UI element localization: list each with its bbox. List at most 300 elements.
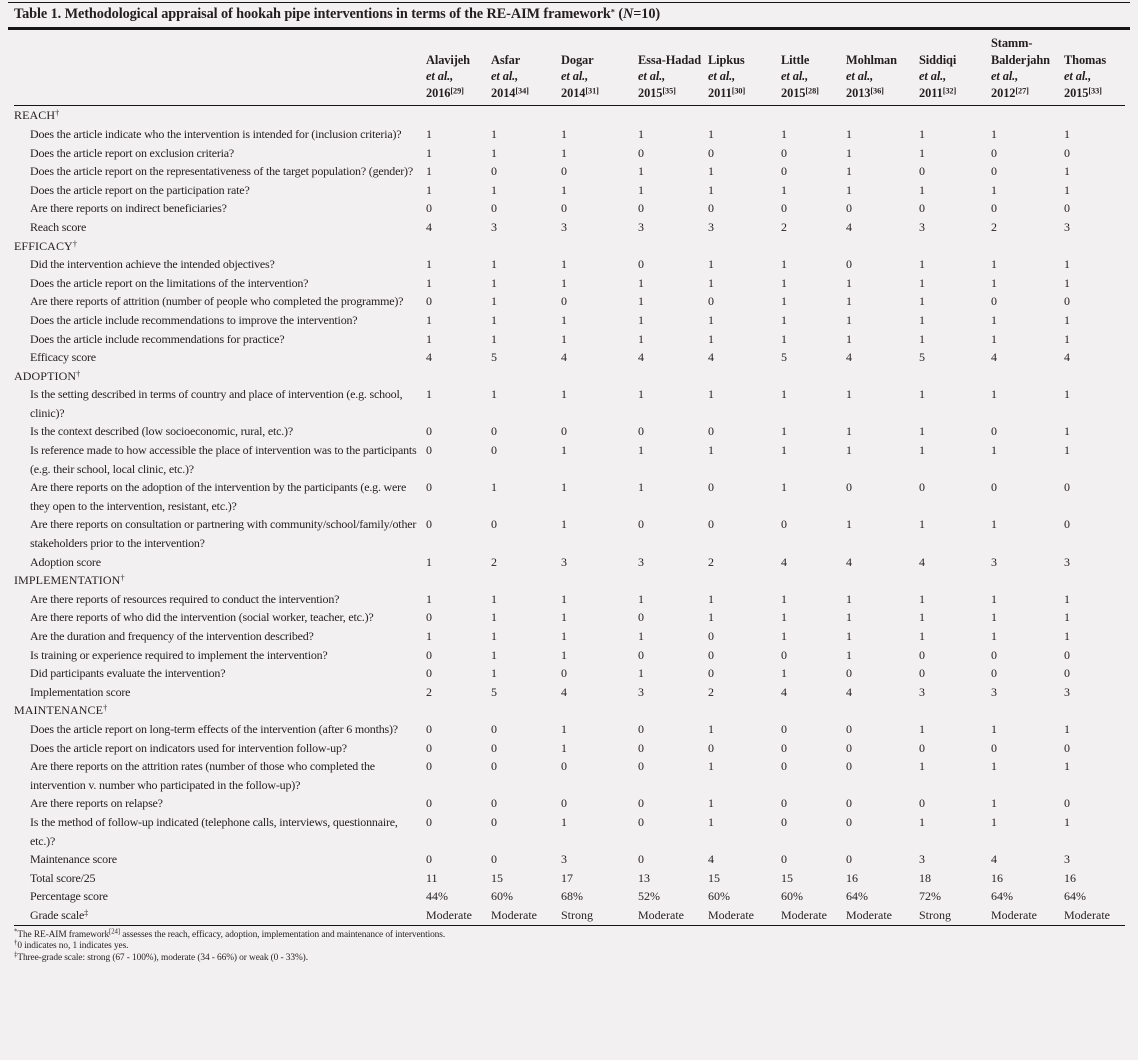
score-cell: 0 bbox=[991, 164, 997, 179]
score-cell: 1 bbox=[491, 312, 497, 327]
score-cell: 5 bbox=[491, 684, 497, 699]
score-cell: 1 bbox=[919, 257, 925, 272]
score-cell: 1 bbox=[846, 164, 852, 179]
criterion-question: Is training or experience required to implement the intervention? bbox=[30, 647, 328, 662]
criterion-row bbox=[14, 255, 1125, 274]
footnote: *The RE-AIM framework[24] assesses the reach, efficacy, adoption, implementation and maintenance of interventions. bbox=[14, 928, 446, 940]
score-cell: 60% bbox=[708, 889, 730, 904]
criterion-question: Are there reports of resources required to conduct the intervention? bbox=[30, 591, 340, 606]
score-cell: 3 bbox=[491, 219, 497, 234]
score-cell: 1 bbox=[1064, 275, 1070, 290]
score-cell: 0 bbox=[426, 814, 432, 829]
criterion-question: Is the context described (low socioeconomic, rural, etc.)? bbox=[30, 424, 293, 439]
score-cell: 0 bbox=[638, 257, 644, 272]
score-cell: 1 bbox=[426, 312, 432, 327]
score-cell: 0 bbox=[1064, 294, 1070, 309]
score-cell: 0 bbox=[638, 517, 644, 532]
score-cell: 1 bbox=[1064, 126, 1070, 141]
study-column-header bbox=[919, 30, 991, 106]
score-cell: 1 bbox=[919, 275, 925, 290]
study-year: 2011[32] bbox=[919, 85, 957, 100]
reference-number: [24] bbox=[109, 928, 120, 936]
criterion-row bbox=[14, 757, 1125, 794]
score-cell: Strong bbox=[919, 906, 991, 925]
score-cell: 0 bbox=[781, 164, 787, 179]
score-cell: 1 bbox=[561, 721, 567, 736]
score-cell: 1 bbox=[1064, 182, 1070, 197]
criterion-question: Are there reports on consultation or partnering with community/school/family/other stakeholders prior to the intervention? bbox=[30, 517, 417, 551]
score-cell: 1 bbox=[708, 257, 714, 272]
criterion-question: Does the article report on indicators used for intervention follow-up? bbox=[30, 740, 347, 755]
score-cell: 0 bbox=[1064, 201, 1070, 216]
table-title-n: N bbox=[623, 6, 634, 22]
section-label: ADOPTION† bbox=[14, 368, 81, 383]
score-cell: 0 bbox=[919, 666, 925, 681]
score-cell: 1 bbox=[708, 331, 714, 346]
score-cell: 3 bbox=[919, 852, 925, 867]
score-cell: 1 bbox=[846, 387, 852, 402]
score-cell: 1 bbox=[781, 666, 787, 681]
study-reference-number: [31] bbox=[585, 86, 599, 96]
study-column-header bbox=[491, 30, 561, 106]
criterion-row bbox=[14, 553, 1125, 572]
summary-row bbox=[14, 887, 1125, 906]
score-cell: Moderate bbox=[781, 906, 846, 925]
score-cell: 1 bbox=[491, 647, 497, 662]
score-cell: 0 bbox=[1064, 740, 1070, 755]
score-cell: 0 bbox=[1064, 480, 1070, 495]
score-cell: 1 bbox=[1064, 164, 1070, 179]
score-cell: 0 bbox=[426, 740, 432, 755]
criterion-question: Did the intervention achieve the intended objectives? bbox=[30, 257, 275, 272]
summary-label: Percentage score bbox=[30, 889, 108, 904]
section-label: EFFICACY† bbox=[14, 238, 78, 253]
criterion-question: Does the article report on the representativeness of the target population? (gender)? bbox=[30, 164, 413, 179]
score-cell: 1 bbox=[638, 126, 644, 141]
study-etal: et al., bbox=[919, 69, 947, 84]
score-cell: 0 bbox=[426, 424, 432, 439]
score-cell: 1 bbox=[919, 331, 925, 346]
score-cell: 0 bbox=[919, 796, 925, 811]
criterion-question: Are the duration and frequency of the intervention described? bbox=[30, 629, 314, 643]
score-cell: 1 bbox=[426, 629, 432, 643]
score-cell: 1 bbox=[919, 610, 925, 625]
criterion-question: Adoption score bbox=[30, 554, 101, 569]
score-cell: 0 bbox=[781, 201, 787, 216]
criterion-question: Does the article report on the limitations of the intervention? bbox=[30, 275, 309, 290]
section-label: REACH† bbox=[14, 108, 60, 123]
score-cell: 1 bbox=[846, 424, 852, 439]
criterion-row bbox=[14, 478, 1125, 515]
score-cell: 5 bbox=[781, 350, 787, 365]
criterion-row bbox=[14, 850, 1125, 869]
footnote-marker: † bbox=[76, 368, 81, 378]
score-cell: 1 bbox=[781, 629, 787, 643]
score-cell: 0 bbox=[426, 294, 432, 309]
score-cell: 0 bbox=[991, 201, 997, 216]
criterion-row bbox=[14, 664, 1125, 683]
score-cell: 1 bbox=[991, 257, 997, 272]
score-cell: 1 bbox=[561, 257, 567, 272]
score-cell: 0 bbox=[781, 852, 787, 867]
criterion-row bbox=[14, 199, 1125, 218]
score-cell: 0 bbox=[491, 201, 497, 216]
study-column-header bbox=[638, 30, 708, 106]
score-cell: 1 bbox=[708, 312, 714, 327]
score-cell: 1 bbox=[561, 480, 567, 495]
score-cell: 1 bbox=[781, 257, 787, 272]
score-cell: 1 bbox=[561, 814, 567, 829]
criterion-row bbox=[14, 794, 1125, 813]
score-cell: 1 bbox=[561, 126, 567, 141]
score-cell: 1 bbox=[426, 591, 432, 606]
score-cell: 1 bbox=[708, 591, 714, 606]
score-cell: 4 bbox=[991, 350, 997, 365]
score-cell: 0 bbox=[561, 759, 567, 774]
score-cell: 1 bbox=[1064, 387, 1070, 402]
score-cell: 1 bbox=[491, 275, 497, 290]
score-cell: 0 bbox=[991, 424, 997, 439]
criterion-question: Are there reports of who did the intervention (social worker, teacher, etc.)? bbox=[30, 610, 374, 625]
score-cell: 1 bbox=[491, 610, 497, 625]
score-cell: 0 bbox=[991, 294, 997, 309]
score-cell: 1 bbox=[708, 721, 714, 736]
score-cell: 1 bbox=[708, 182, 714, 197]
criterion-question: Does the article report on long-term effects of the intervention (after 6 months)? bbox=[30, 721, 398, 736]
score-cell: 1 bbox=[919, 591, 925, 606]
criterion-question: Does the article report on exclusion criteria? bbox=[30, 145, 235, 160]
criterion-row bbox=[14, 125, 1125, 144]
score-cell: 1 bbox=[638, 666, 644, 681]
score-cell: 1 bbox=[919, 629, 925, 643]
criterion-question: Efficacy score bbox=[30, 350, 96, 365]
criterion-row bbox=[14, 385, 1125, 422]
score-cell: 1 bbox=[1064, 814, 1070, 829]
score-cell: 1 bbox=[919, 424, 925, 439]
score-cell: 0 bbox=[919, 740, 925, 755]
footnote-marker: † bbox=[55, 108, 60, 118]
score-cell: 1 bbox=[781, 591, 787, 606]
criterion-row bbox=[14, 292, 1125, 311]
score-cell: Strong bbox=[561, 906, 638, 925]
score-cell: 1 bbox=[561, 591, 567, 606]
score-cell: 3 bbox=[1064, 852, 1070, 867]
score-cell: 1 bbox=[781, 126, 787, 141]
score-cell: 1 bbox=[638, 591, 644, 606]
score-cell: Moderate bbox=[426, 906, 491, 925]
criterion-question: Did participants evaluate the intervention? bbox=[30, 666, 226, 681]
score-cell: 0 bbox=[708, 647, 714, 662]
score-cell: 1 bbox=[638, 387, 644, 402]
score-cell: 1 bbox=[708, 443, 714, 458]
table-title-text: Table 1. Methodological appraisal of hookah pipe interventions in terms of the RE-AIM framework bbox=[14, 6, 611, 22]
score-cell: 0 bbox=[426, 610, 432, 625]
score-cell: 1 bbox=[991, 387, 997, 402]
score-cell: 4 bbox=[846, 350, 852, 365]
score-cell: 1 bbox=[561, 740, 567, 755]
score-cell: 1 bbox=[638, 275, 644, 290]
score-cell: 0 bbox=[426, 666, 432, 681]
score-cell: 1 bbox=[561, 517, 567, 532]
criterion-question: Does the article report on the participation rate? bbox=[30, 182, 250, 197]
study-reference-number: [36] bbox=[870, 86, 884, 96]
score-cell: 64% bbox=[1064, 889, 1086, 904]
score-cell: 1 bbox=[638, 629, 644, 643]
score-cell: 3 bbox=[638, 554, 644, 569]
score-cell: 0 bbox=[781, 796, 787, 811]
score-cell: 4 bbox=[781, 554, 787, 569]
section-header-row bbox=[14, 571, 1125, 590]
score-cell: 1 bbox=[491, 126, 497, 141]
study-name: Siddiqi bbox=[919, 52, 957, 67]
score-cell: 3 bbox=[1064, 554, 1070, 569]
section-label: IMPLEMENTATION† bbox=[14, 573, 125, 588]
score-cell: 3 bbox=[1064, 219, 1070, 234]
score-cell: 1 bbox=[991, 796, 997, 811]
study-name: Stamm-Balderjahn bbox=[991, 36, 1050, 67]
score-cell: 4 bbox=[426, 219, 432, 234]
score-cell: 1 bbox=[561, 610, 567, 625]
study-reference-number: [27] bbox=[1015, 86, 1029, 96]
score-cell: 1 bbox=[561, 275, 567, 290]
study-etal: et al., bbox=[846, 69, 874, 84]
score-cell: 1 bbox=[919, 312, 925, 327]
score-cell: 1 bbox=[491, 629, 497, 643]
score-cell: 0 bbox=[781, 647, 787, 662]
score-cell: 1 bbox=[919, 126, 925, 141]
score-cell: 0 bbox=[491, 852, 497, 867]
score-cell: 0 bbox=[638, 796, 644, 811]
score-cell: 1 bbox=[991, 629, 997, 643]
table-body bbox=[14, 106, 1125, 925]
table-title-paren: ( bbox=[614, 6, 623, 22]
study-reference-number: [30] bbox=[731, 86, 746, 96]
score-cell: 1 bbox=[491, 591, 497, 606]
score-cell: 1 bbox=[781, 387, 787, 402]
criterion-row bbox=[14, 813, 1125, 850]
study-etal: et al., bbox=[491, 69, 519, 84]
score-cell: 64% bbox=[991, 889, 1013, 904]
study-year: 2013[36] bbox=[846, 85, 884, 100]
score-cell: 1 bbox=[846, 182, 852, 197]
score-cell: 0 bbox=[846, 201, 852, 216]
score-cell: 0 bbox=[781, 740, 787, 755]
score-cell: 0 bbox=[991, 740, 997, 755]
criterion-row bbox=[14, 274, 1125, 293]
study-name: Mohlman bbox=[846, 52, 897, 67]
score-cell: 1 bbox=[919, 443, 925, 458]
score-cell: 4 bbox=[846, 554, 852, 569]
section-header-row bbox=[14, 237, 1125, 256]
footnote: †0 indicates no, 1 indicates yes. bbox=[14, 939, 129, 952]
score-cell: 4 bbox=[561, 684, 567, 699]
score-cell: 4 bbox=[426, 350, 432, 365]
score-cell: 1 bbox=[426, 275, 432, 290]
score-cell: 3 bbox=[561, 554, 567, 569]
score-cell: 1 bbox=[781, 312, 787, 327]
score-cell: 3 bbox=[919, 219, 925, 234]
score-cell: 1 bbox=[561, 331, 567, 346]
score-cell: 0 bbox=[426, 647, 432, 662]
study-reference-number: [34] bbox=[515, 86, 529, 96]
score-cell: 1 bbox=[1064, 331, 1070, 346]
score-cell: 0 bbox=[708, 424, 714, 439]
score-cell: 3 bbox=[638, 219, 644, 234]
score-cell: 1 bbox=[991, 591, 997, 606]
score-cell: 1 bbox=[846, 647, 852, 662]
score-cell: 0 bbox=[491, 814, 497, 829]
score-cell: 0 bbox=[846, 480, 852, 495]
score-cell: 1 bbox=[638, 164, 644, 179]
score-cell: 0 bbox=[561, 164, 567, 179]
score-cell: 1 bbox=[846, 312, 852, 327]
score-cell: 1 bbox=[491, 331, 497, 346]
score-cell: 1 bbox=[919, 721, 925, 736]
summary-row bbox=[14, 906, 1125, 925]
score-cell: 1 bbox=[708, 387, 714, 402]
score-cell: 0 bbox=[561, 424, 567, 439]
score-cell: 1 bbox=[919, 814, 925, 829]
score-cell: 1 bbox=[426, 145, 432, 160]
study-name: Thomas bbox=[1064, 52, 1107, 67]
score-cell: 3 bbox=[561, 852, 567, 867]
score-cell: 52% bbox=[638, 889, 660, 904]
study-name: Alavijeh bbox=[426, 52, 470, 67]
score-cell: 0 bbox=[1064, 796, 1070, 811]
score-cell: 0 bbox=[561, 666, 567, 681]
score-cell: 1 bbox=[1064, 312, 1070, 327]
score-cell: 1 bbox=[426, 126, 432, 141]
score-cell: 4 bbox=[846, 219, 852, 234]
footnote-marker: † bbox=[72, 238, 78, 248]
score-cell: 1 bbox=[638, 312, 644, 327]
score-cell: 0 bbox=[919, 201, 925, 216]
table-title-footnote-marker: * bbox=[610, 7, 615, 17]
score-cell: 0 bbox=[781, 517, 787, 532]
section-header-row bbox=[14, 701, 1125, 720]
score-cell: 4 bbox=[919, 554, 925, 569]
summary-label: Total score/25 bbox=[30, 870, 96, 885]
score-cell: 1 bbox=[491, 257, 497, 272]
score-cell: 1 bbox=[426, 554, 432, 569]
score-cell: 15 bbox=[491, 870, 503, 885]
score-cell: 4 bbox=[1064, 350, 1070, 365]
score-cell: 72% bbox=[919, 889, 941, 904]
score-cell: Moderate bbox=[491, 906, 561, 925]
study-year: 2015[33] bbox=[1064, 85, 1102, 100]
study-reference-number: [29] bbox=[450, 86, 464, 96]
score-cell: 2 bbox=[426, 684, 432, 699]
score-cell: 0 bbox=[638, 145, 644, 160]
score-cell: 0 bbox=[1064, 517, 1070, 532]
score-cell: Moderate bbox=[1064, 906, 1125, 925]
score-cell: 4 bbox=[708, 350, 714, 365]
score-cell: 15 bbox=[708, 870, 720, 885]
score-cell: 1 bbox=[561, 182, 567, 197]
score-cell: 1 bbox=[1064, 591, 1070, 606]
criterion-question: Is the method of follow-up indicated (telephone calls, interviews, questionnaire, etc.)? bbox=[30, 814, 398, 848]
score-cell: 1 bbox=[561, 647, 567, 662]
score-cell: 0 bbox=[491, 796, 497, 811]
score-cell: 0 bbox=[638, 201, 644, 216]
study-column-header bbox=[991, 30, 1064, 106]
score-cell: 4 bbox=[708, 852, 714, 867]
score-cell: 0 bbox=[991, 666, 997, 681]
score-cell: 0 bbox=[638, 759, 644, 774]
study-year: 2012[27] bbox=[991, 85, 1029, 100]
criteria-column-header bbox=[14, 30, 426, 106]
score-cell: Moderate bbox=[991, 906, 1064, 925]
criterion-question: Is the setting described in terms of country and place of intervention (e.g. school, clinic)? bbox=[30, 387, 403, 420]
criterion-row bbox=[14, 144, 1125, 163]
score-cell: 0 bbox=[919, 647, 925, 662]
score-cell: 1 bbox=[991, 814, 997, 829]
study-name: Lipkus bbox=[708, 52, 745, 67]
score-cell: 3 bbox=[708, 219, 714, 234]
score-cell: 1 bbox=[1064, 257, 1070, 272]
score-cell: 0 bbox=[781, 721, 787, 736]
score-cell: 1 bbox=[781, 480, 787, 495]
score-cell: 1 bbox=[919, 517, 925, 532]
score-cell: 0 bbox=[426, 480, 432, 495]
criterion-question: Are there reports on relapse? bbox=[30, 796, 163, 811]
score-cell: 1 bbox=[919, 387, 925, 402]
score-cell: 4 bbox=[991, 852, 997, 867]
score-cell: 1 bbox=[846, 443, 852, 458]
score-cell: 60% bbox=[491, 889, 513, 904]
score-cell: 1 bbox=[1064, 424, 1070, 439]
score-cell: 1 bbox=[846, 145, 852, 160]
score-cell: Moderate bbox=[846, 906, 919, 925]
footnote-marker: † bbox=[120, 573, 125, 583]
score-cell: 1 bbox=[491, 182, 497, 197]
score-cell: 2 bbox=[991, 219, 997, 234]
footnotes bbox=[8, 926, 1130, 965]
criterion-row bbox=[14, 627, 1125, 646]
score-cell: 1 bbox=[846, 331, 852, 346]
criterion-question: Does the article indicate who the intervention is intended for (inclusion criteria)? bbox=[30, 126, 402, 141]
score-cell: 1 bbox=[919, 759, 925, 774]
study-column-header bbox=[561, 30, 638, 106]
score-cell: 0 bbox=[491, 424, 497, 439]
score-cell: 1 bbox=[846, 126, 852, 141]
study-etal: et al., bbox=[708, 69, 736, 84]
score-cell: 1 bbox=[846, 275, 852, 290]
score-cell: 1 bbox=[991, 182, 997, 197]
score-cell: 0 bbox=[1064, 647, 1070, 662]
score-cell: 1 bbox=[846, 591, 852, 606]
score-cell: 1 bbox=[708, 814, 714, 829]
score-cell: 1 bbox=[638, 182, 644, 197]
study-year: 2015[28] bbox=[781, 85, 819, 100]
score-cell: 0 bbox=[991, 145, 997, 160]
score-cell: 0 bbox=[426, 721, 432, 736]
score-cell: 0 bbox=[638, 610, 644, 625]
score-cell: Moderate bbox=[638, 906, 708, 925]
score-cell: 0 bbox=[846, 814, 852, 829]
score-cell: 4 bbox=[561, 350, 567, 365]
score-cell: 0 bbox=[638, 814, 644, 829]
score-cell: 1 bbox=[781, 610, 787, 625]
criterion-row bbox=[14, 311, 1125, 330]
score-cell: 0 bbox=[708, 294, 714, 309]
score-cell: 0 bbox=[491, 517, 497, 532]
score-cell: 1 bbox=[491, 145, 497, 160]
criterion-row bbox=[14, 720, 1125, 739]
score-cell: 1 bbox=[781, 424, 787, 439]
criterion-question: Are there reports on indirect beneficiaries? bbox=[30, 201, 227, 216]
study-reference-number: [33] bbox=[1088, 86, 1102, 96]
